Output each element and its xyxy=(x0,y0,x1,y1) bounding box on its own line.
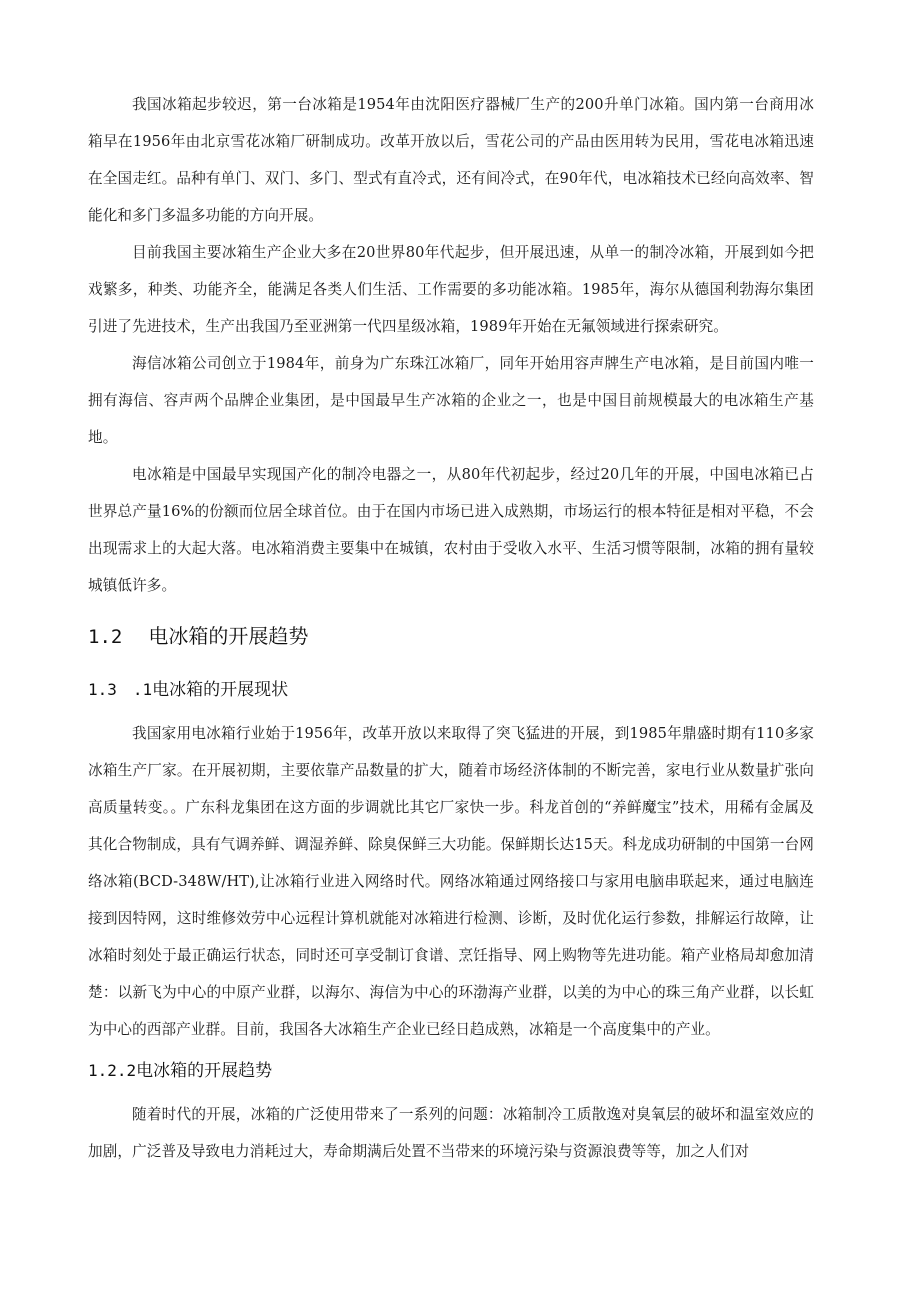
trend-paragraph: 随着时代的开展，冰箱的广泛使用带来了一系列的问题：冰箱制冷工质散逸对臭氧层的破坏和温室效应的加剧，广泛普及导致电力消耗过大，寿命期满后处置不当带来的环境污染与资源浪费等等，加之人们对 xyxy=(88,1106,814,1160)
status-paragraph: 我国家用电冰箱行业始于1956年，改革开放以来取得了突飞猛进的开展，到1985年鼎盛时期有110多家冰箱生产厂家。在开展初期，主要依靠产品数量的扩大，随着市场经济体制的不断完善，家电行业从数量扩张向高质量转变。。广东科龙集团在这方面的步调就比其它厂家快一步。科龙首创的“养鲜魔宝”技术，用稀有金属及其化合物制成，具有气调养鲜、调湿养鲜、除臭保鲜三大功能。保鲜期长达15天。科龙成功研制的中国第一台网络冰箱(BCD-348W/HT),让冰箱行业进入网络时代。网络冰箱通过网络接口与家用电脑串联起来，通过电脑连接到因特网，这时维修效劳中心远程计算机就能对冰箱进行检测、诊断，及时优化运行参数，排解运行故障，让冰箱时刻处于最正确运行状态，同时还可享受制订食谱、烹饪指导、网上购物等先进功能。箱产业格局却愈加清楚：以新飞为中心的中原产业群，以海尔、海信为中心的环渤海产业群，以美的为中心的珠三角产业群，以长虹为中心的西部产业群。目前，我国各大冰箱生产企业已经日趋成熟，冰箱是一个高度集中的产业。 xyxy=(88,725,814,1038)
intro-paragraph-3: 海信冰箱公司创立于1984年，前身为广东珠江冰箱厂，同年开始用容声牌生产电冰箱，是目前国内唯一拥有海信、容声两个品牌企业集团，是中国最早生产冰箱的企业之一，也是中国目前规模最大的电冰箱生产基地。 xyxy=(88,355,814,446)
document-page xyxy=(88,86,814,1170)
section-title: 电冰箱的开展趋势 xyxy=(148,624,309,648)
subsection-heading-status xyxy=(88,669,814,711)
section-heading xyxy=(88,614,814,659)
subsection-status-title: 电冰箱的开展现状 xyxy=(152,680,289,700)
intro-paragraph-1: 我国冰箱起步较迟，第一台冰箱是1954年由沈阳医疗器械厂生产的200升单门冰箱。国内第一台商用冰箱早在1956年由北京雪花冰箱厂研制成功。改革开放以后，雪花公司的产品由医用转为民用，雪花电冰箱迅速在全国走红。品种有单门、双门、多门、型式有直冷式，还有间冷式，在90年代，电冰箱技术已经向高效率、智能化和多门多温多功能的方向开展。 xyxy=(88,96,814,224)
intro-paragraph-4: 电冰箱是中国最早实现国产化的制冷电器之一，从80年代初起步，经过20几年的开展，中国电冰箱已占世界总产量16%的份额而位居全球首位。由于在国内市场已进入成熟期，市场运行的根本特征是相对平稳，不会出现需求上的大起大落。电冰箱消费主要集中在城镇，农村由于受收入水平、生活习惯等限制，冰箱的拥有量较城镇低许多。 xyxy=(88,466,814,594)
section-number: 1.2 xyxy=(88,626,123,648)
subsection-trend-number: 1.2.2 xyxy=(88,1061,137,1080)
subsection-status-number: 1.3 .1 xyxy=(88,680,153,699)
subsection-trend-title: 电冰箱的开展趋势 xyxy=(136,1061,273,1081)
intro-paragraph-2: 目前我国主要冰箱生产企业大多在20世界80年代起步，但开展迅速，从单一的制冷冰箱，开展到如今把戏繁多，种类、功能齐全，能满足各类人们生活、工作需要的多功能冰箱。1985年，海尔从德国利勃海尔集团引进了先进技术，生产出我国乃至亚洲第一代四星级冰箱，1989年开始在无氟领域进行探索研究。 xyxy=(88,244,814,335)
subsection-heading-trend xyxy=(88,1050,814,1092)
